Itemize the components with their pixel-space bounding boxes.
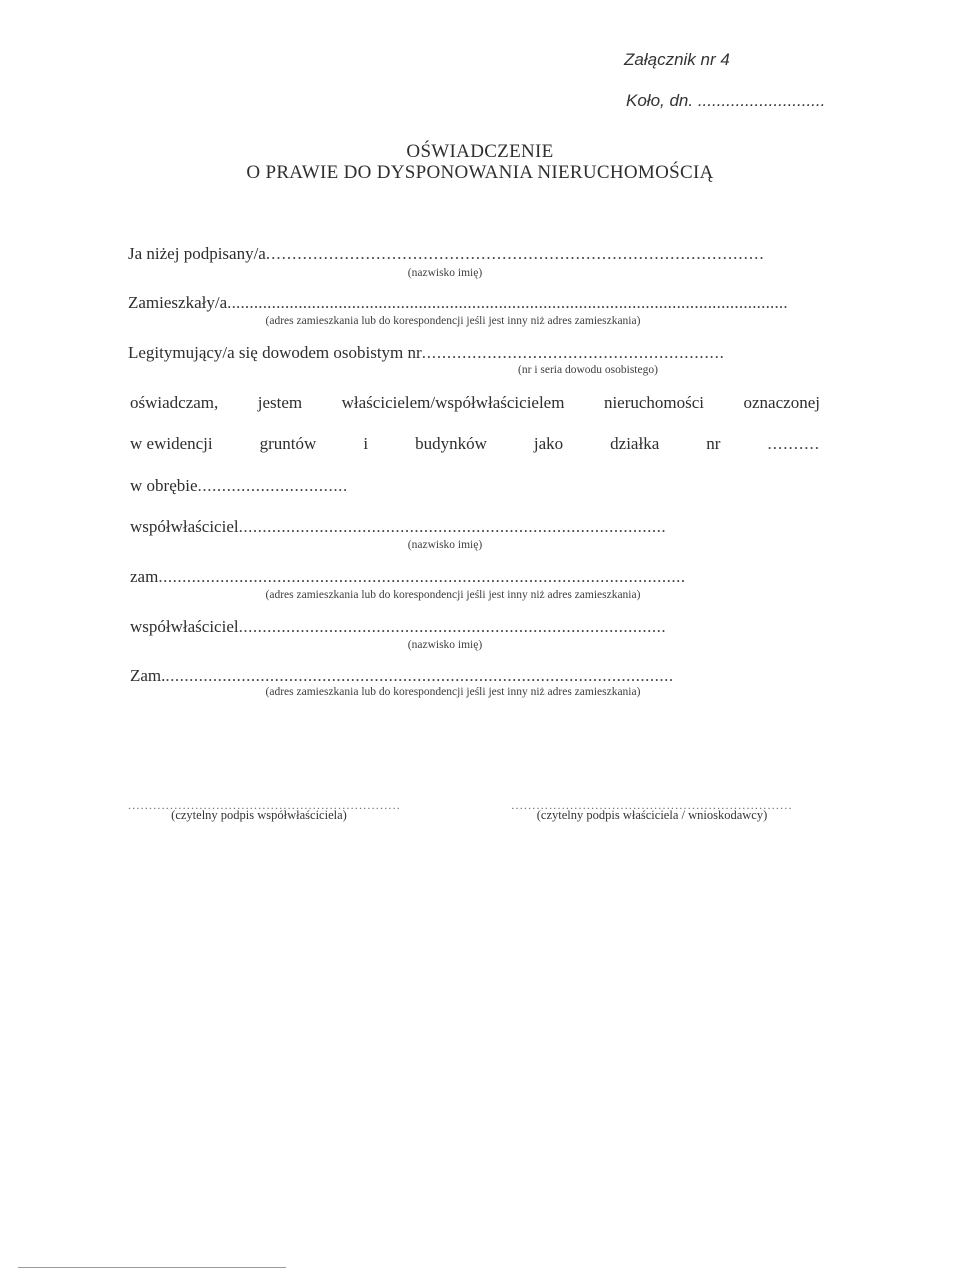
statement-word: gruntów [259,434,317,453]
statement-line-2 [130,434,820,454]
undersigned-field[interactable] [128,244,765,264]
place-date-field[interactable]: Koło, dn. ........................... [626,91,826,110]
statement-word: oznaczonej [743,393,820,412]
statement-word: nr [706,434,721,453]
residing-label: Zamieszkały/a [128,293,228,312]
co-owner-2-address-dots[interactable]: ........................................................................................................... [165,666,674,685]
co-owner-label: współwłaściciel [130,617,239,636]
id-card-hint: (nr i seria dowodu osobistego) [518,364,658,376]
id-card-field[interactable] [128,343,725,363]
statement-word: budynków [415,434,487,453]
statement-word: właścicielem/współwłaścicielem [341,393,565,412]
plot-number-dots[interactable]: .......... [767,434,820,453]
co-owner-2-hint: (nazwisko imię) [407,639,483,651]
co-owner-1-hint: (nazwisko imię) [407,539,483,551]
precinct-field[interactable] [130,476,348,496]
id-card-dots[interactable]: ............................................................ [421,343,725,362]
co-owner-1-field[interactable] [130,517,666,537]
statement-word: oświadczam, [130,393,219,412]
co-owner-1-dots[interactable]: .......................................................................................... [238,517,667,536]
statement-word: w ewidencji [130,434,213,453]
statement-word: nieruchomości [603,393,705,412]
co-owner-1-address-dots[interactable]: ............................................................................................................... [158,567,686,586]
co-owner-1-address-hint: (adres zamieszkania lub do korespondencji jeśli jest inny niż adres zamieszkania) [265,589,641,601]
document-subtitle: O PRAWIE DO DYSPONOWANIA NIERUCHOMOŚCIĄ [246,162,714,183]
precinct-dots[interactable]: ............................... [197,476,348,495]
co-owner-1-address-field[interactable] [130,567,686,587]
residing-dots[interactable]: .............................................................................................................................. [227,293,788,312]
id-card-label: Legitymujący/a się dowodem osobistym nr [128,343,422,362]
residing-field[interactable] [128,293,788,313]
attachment-number: Załącznik nr 4 [624,50,730,69]
statement-word: jestem [257,393,303,412]
scan-edge-line [18,1267,286,1268]
statement-line-1 [130,393,820,413]
co-owner-2-address-hint: (adres zamieszkania lub do korespondencji jeśli jest inny niż adres zamieszkania) [265,686,641,698]
co-owner-2-address-field[interactable] [130,666,674,686]
co-owner-2-dots[interactable]: .......................................................................................... [238,617,667,636]
owner-signature-line[interactable]: ................................................................... [511,798,793,812]
document-title: OŚWIADCZENIE [406,141,554,162]
statement-word: działka [610,434,660,453]
co-owner-signature-line[interactable]: ................................................................. [128,798,401,812]
undersigned-label: Ja niżej podpisany/a [128,244,266,263]
precinct-label: w obrębie [130,476,198,495]
address-label: Zam. [130,666,166,685]
residing-hint: (adres zamieszkania lub do korespondencji jeśli jest inny niż adres zamieszkania) [265,315,641,327]
co-owner-label: współwłaściciel [130,517,239,536]
co-owner-2-field[interactable] [130,617,666,637]
undersigned-dots[interactable]: ............................................................................................... [265,244,765,263]
statement-word: jako [533,434,564,453]
statement-word: i [363,434,369,453]
owner-signature-caption: (czytelny podpis właściciela / wnioskodawcy) [536,808,768,822]
undersigned-hint: (nazwisko imię) [407,267,483,279]
co-owner-signature-caption: (czytelny podpis współwłaściciela) [171,808,347,822]
address-label: zam [130,567,159,586]
